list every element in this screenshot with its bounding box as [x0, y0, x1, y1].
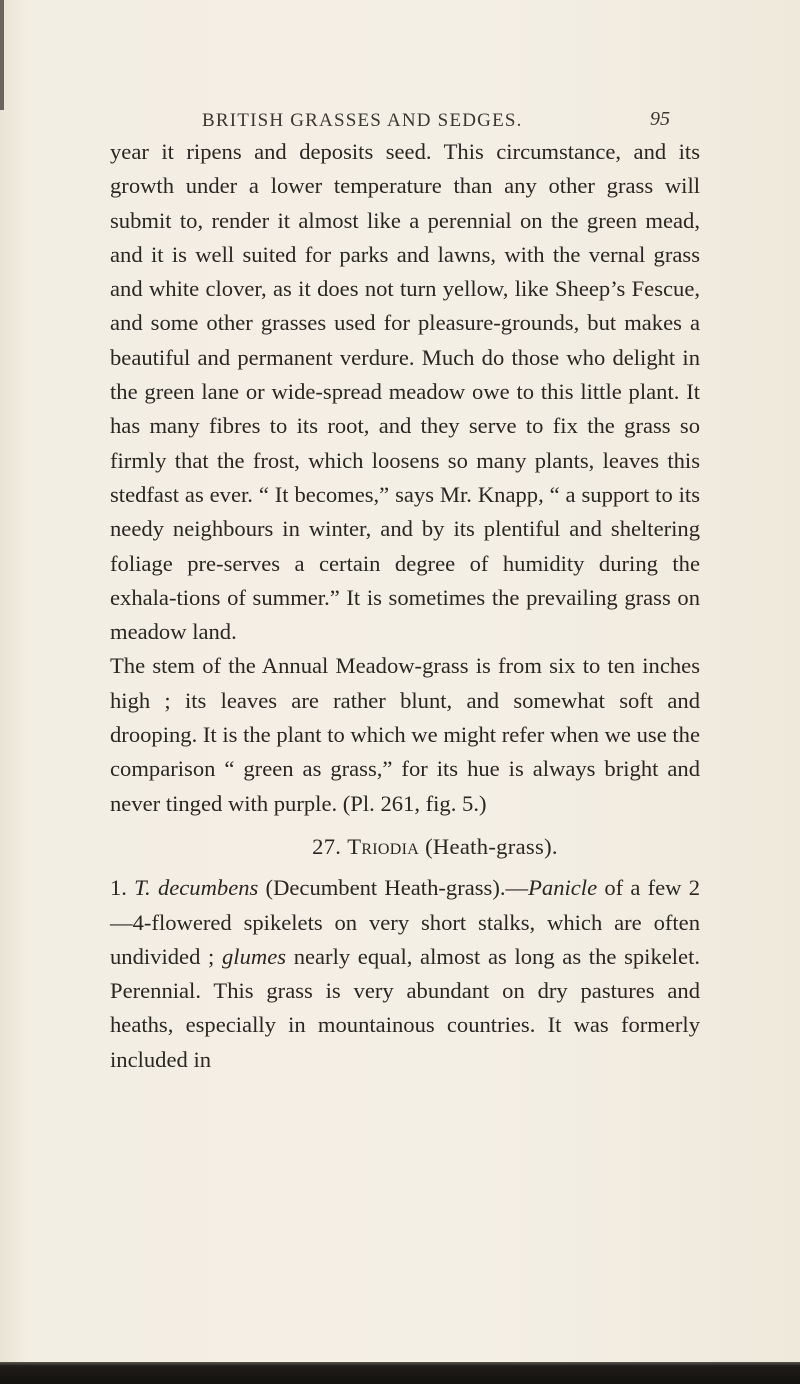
genus-common-name: (Heath-grass).: [425, 833, 558, 859]
species-epithet: decumbens: [157, 875, 259, 901]
species-text-1: of a few 2—4-flowered spikelets on very short stalks, which are often undivided ;: [110, 875, 700, 969]
paragraph-continued: year it ripens and deposits seed. This circumstance, and its growth under a lower temperature than any other grass will submit to, render it almost like a perennial on the green mead, and it is well suited for parks and lawns, with the vernal grass and white clover, as it does not turn yellow, like Sheep’s Fescue, and some other grasses used for pleasure-grounds, but makes a beautiful and permanent verdure. Much do those who delight in the green lane or wide-spread meadow owe to this little plant. It has many fibres to its root, and they serve to fix the grass so firmly that the frost, which loosens so many plants, leaves this stedfast as ever. “ It becomes,” says Mr. Knapp, “ a support to its needy neighbours in winter, and by its plentiful and sheltering foliage pre-serves a certain degree of humidity during the exhala-tions of summer.” It is sometimes the prevailing grass on meadow land.: [110, 139, 700, 645]
species-common-name: (Decumbent Heath-grass).—: [258, 875, 529, 901]
genus-name: Triodia: [347, 833, 420, 859]
species-description: [110, 871, 700, 1077]
species-genus-abbrev: T.: [134, 875, 151, 901]
term-panicle: Panicle: [528, 875, 598, 901]
running-header: BRITISH GRASSES AND SEDGES.: [202, 110, 523, 131]
term-glumes: glumes: [222, 943, 287, 969]
section-heading: [110, 830, 700, 864]
section-number: 27.: [312, 833, 342, 859]
body-text: [110, 135, 700, 1077]
page-number: 95: [650, 108, 670, 130]
species-text-2: nearly equal, almost as long as the spikelet. Perennial. This grass is very abundant on dry pastures and heaths, especially in mountainous countries. It was formerly included in: [110, 943, 700, 1072]
page-edge-rule: [0, 0, 4, 110]
paragraph-annual-meadow-grass: The stem of the Annual Meadow-grass is from six to ten inches high ; its leaves are rather blunt, and somewhat soft and drooping. It is the plant to which we might refer when we use the comparison “ green as grass,” for its hue is always bright and never tinged with purple. (Pl. 261, fig. 5.): [110, 653, 700, 816]
species-number: 1.: [110, 875, 127, 901]
scan-bottom-edge: [0, 1362, 800, 1384]
